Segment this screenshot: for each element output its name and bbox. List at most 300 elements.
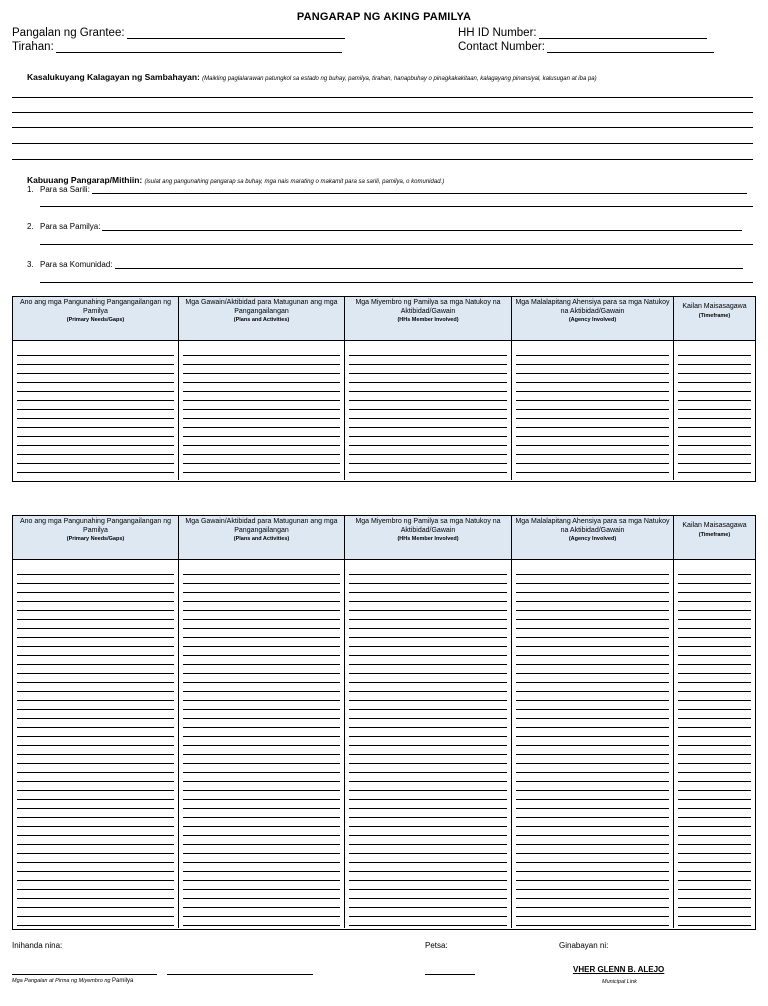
entry-line[interactable] — [183, 575, 340, 584]
entry-line[interactable] — [183, 827, 340, 836]
entry-line[interactable] — [678, 917, 751, 926]
entry-line[interactable] — [17, 419, 174, 428]
entry-line[interactable] — [349, 428, 507, 437]
entry-line[interactable] — [516, 629, 669, 638]
entry-line[interactable] — [183, 638, 340, 647]
entry-line[interactable] — [678, 611, 751, 620]
entry-line[interactable] — [678, 908, 751, 917]
entry-line[interactable] — [183, 710, 340, 719]
entry-line[interactable] — [678, 365, 751, 374]
entry-line[interactable] — [516, 818, 669, 827]
entry-line[interactable] — [349, 908, 507, 917]
entry-line[interactable] — [516, 899, 669, 908]
entry-line[interactable] — [516, 383, 669, 392]
entry-line[interactable] — [349, 701, 507, 710]
entry-line[interactable] — [183, 566, 340, 575]
entry-line[interactable] — [349, 584, 507, 593]
entry-line[interactable] — [17, 917, 174, 926]
entry-line[interactable] — [17, 674, 174, 683]
entry-line[interactable] — [349, 773, 507, 782]
entry-line[interactable] — [17, 584, 174, 593]
entry-line[interactable] — [183, 791, 340, 800]
entry-line[interactable] — [678, 401, 751, 410]
entry-line[interactable] — [516, 356, 669, 365]
entry-line[interactable] — [17, 809, 174, 818]
entry-line[interactable] — [678, 755, 751, 764]
entry-line[interactable] — [349, 446, 507, 455]
entry-line[interactable] — [516, 737, 669, 746]
entry-line[interactable] — [516, 854, 669, 863]
entry-line[interactable] — [183, 656, 340, 665]
entry-line[interactable] — [678, 620, 751, 629]
table-column-cell[interactable] — [512, 341, 674, 480]
entry-line[interactable] — [349, 755, 507, 764]
entry-line[interactable] — [17, 710, 174, 719]
entry-line[interactable] — [678, 428, 751, 437]
entry-line[interactable] — [516, 647, 669, 656]
entry-line[interactable] — [516, 365, 669, 374]
entry-line[interactable] — [516, 374, 669, 383]
entry-line[interactable] — [678, 647, 751, 656]
entry-line[interactable] — [678, 827, 751, 836]
entry-line[interactable] — [17, 638, 174, 647]
entry-line[interactable] — [17, 647, 174, 656]
entry-line[interactable] — [678, 383, 751, 392]
entry-line[interactable] — [17, 845, 174, 854]
entry-line[interactable] — [516, 602, 669, 611]
entry-line[interactable] — [516, 701, 669, 710]
table-column-cell[interactable] — [179, 560, 345, 928]
entry-line[interactable] — [183, 692, 340, 701]
entry-line[interactable] — [349, 401, 507, 410]
entry-line[interactable] — [349, 656, 507, 665]
entry-line[interactable] — [349, 890, 507, 899]
entry-line[interactable] — [516, 347, 669, 356]
entry-line[interactable] — [17, 746, 174, 755]
entry-line[interactable] — [678, 881, 751, 890]
entry-line[interactable] — [349, 917, 507, 926]
table-column-cell[interactable] — [13, 560, 179, 928]
entry-line[interactable] — [183, 917, 340, 926]
entry-line[interactable] — [183, 374, 340, 383]
entry-line[interactable] — [17, 566, 174, 575]
entry-line[interactable] — [17, 836, 174, 845]
table-column-cell[interactable] — [674, 341, 755, 480]
entry-line[interactable] — [183, 737, 340, 746]
entry-line[interactable] — [349, 410, 507, 419]
entry-line[interactable] — [516, 800, 669, 809]
entry-line[interactable] — [516, 890, 669, 899]
entry-line[interactable] — [349, 791, 507, 800]
entry-line[interactable] — [183, 719, 340, 728]
entry-line[interactable] — [678, 584, 751, 593]
entry-line[interactable] — [349, 566, 507, 575]
entry-line[interactable] — [349, 602, 507, 611]
entry-line[interactable] — [678, 737, 751, 746]
grantee-input-line[interactable] — [127, 28, 345, 39]
goal-continuation-line[interactable] — [40, 206, 753, 207]
entry-line[interactable] — [17, 773, 174, 782]
member-signature-line[interactable] — [12, 974, 157, 975]
entry-line[interactable] — [183, 674, 340, 683]
entry-line[interactable] — [678, 566, 751, 575]
entry-line[interactable] — [17, 437, 174, 446]
entry-line[interactable] — [678, 419, 751, 428]
entry-line[interactable] — [516, 863, 669, 872]
entry-line[interactable] — [17, 782, 174, 791]
entry-line[interactable] — [17, 701, 174, 710]
entry-line[interactable] — [183, 620, 340, 629]
entry-line[interactable] — [516, 584, 669, 593]
entry-line[interactable] — [678, 890, 751, 899]
grantee-field[interactable] — [12, 27, 345, 39]
goal-input-line[interactable] — [102, 222, 742, 231]
entry-line[interactable] — [678, 593, 751, 602]
entry-line[interactable] — [678, 719, 751, 728]
entry-line[interactable] — [17, 908, 174, 917]
entry-line[interactable] — [678, 791, 751, 800]
entry-line[interactable] — [516, 611, 669, 620]
entry-line[interactable] — [516, 419, 669, 428]
entry-line[interactable] — [516, 836, 669, 845]
entry-line[interactable] — [17, 665, 174, 674]
entry-line[interactable] — [17, 683, 174, 692]
entry-line[interactable] — [678, 437, 751, 446]
situation-line[interactable] — [12, 143, 753, 144]
entry-line[interactable] — [516, 917, 669, 926]
hh-id-field[interactable] — [458, 27, 707, 39]
entry-line[interactable] — [183, 611, 340, 620]
entry-line[interactable] — [349, 881, 507, 890]
entry-line[interactable] — [678, 863, 751, 872]
situation-line[interactable] — [12, 127, 753, 128]
entry-line[interactable] — [516, 809, 669, 818]
entry-line[interactable] — [678, 782, 751, 791]
entry-line[interactable] — [516, 845, 669, 854]
entry-line[interactable] — [516, 401, 669, 410]
entry-line[interactable] — [516, 392, 669, 401]
hh-id-input-line[interactable] — [539, 28, 707, 39]
entry-line[interactable] — [678, 818, 751, 827]
entry-line[interactable] — [678, 809, 751, 818]
entry-line[interactable] — [183, 584, 340, 593]
entry-line[interactable] — [516, 683, 669, 692]
entry-line[interactable] — [349, 764, 507, 773]
address-input-line[interactable] — [56, 42, 342, 53]
entry-line[interactable] — [183, 764, 340, 773]
entry-line[interactable] — [678, 347, 751, 356]
entry-line[interactable] — [349, 455, 507, 464]
goal-family[interactable] — [27, 222, 742, 231]
entry-line[interactable] — [516, 881, 669, 890]
entry-line[interactable] — [17, 428, 174, 437]
entry-line[interactable] — [183, 593, 340, 602]
situation-line[interactable] — [12, 97, 753, 98]
entry-line[interactable] — [183, 419, 340, 428]
entry-line[interactable] — [678, 356, 751, 365]
entry-line[interactable] — [516, 665, 669, 674]
entry-line[interactable] — [349, 464, 507, 473]
entry-line[interactable] — [183, 818, 340, 827]
entry-line[interactable] — [17, 890, 174, 899]
entry-line[interactable] — [17, 800, 174, 809]
contact-field[interactable] — [458, 41, 714, 53]
entry-line[interactable] — [183, 446, 340, 455]
table-column-cell[interactable] — [345, 341, 512, 480]
entry-line[interactable] — [17, 629, 174, 638]
entry-line[interactable] — [183, 863, 340, 872]
entry-line[interactable] — [17, 791, 174, 800]
entry-line[interactable] — [349, 374, 507, 383]
entry-line[interactable] — [183, 854, 340, 863]
entry-line[interactable] — [516, 827, 669, 836]
entry-line[interactable] — [17, 455, 174, 464]
entry-line[interactable] — [183, 665, 340, 674]
entry-line[interactable] — [349, 437, 507, 446]
entry-line[interactable] — [183, 836, 340, 845]
entry-line[interactable] — [678, 845, 751, 854]
entry-line[interactable] — [183, 437, 340, 446]
entry-line[interactable] — [678, 665, 751, 674]
entry-line[interactable] — [678, 683, 751, 692]
member-signature-line[interactable] — [167, 974, 313, 975]
entry-line[interactable] — [678, 410, 751, 419]
entry-line[interactable] — [183, 347, 340, 356]
entry-line[interactable] — [349, 620, 507, 629]
goal-input-line[interactable] — [115, 260, 743, 269]
entry-line[interactable] — [349, 665, 507, 674]
entry-line[interactable] — [678, 899, 751, 908]
entry-line[interactable] — [183, 401, 340, 410]
entry-line[interactable] — [516, 638, 669, 647]
entry-line[interactable] — [516, 593, 669, 602]
entry-line[interactable] — [17, 863, 174, 872]
entry-line[interactable] — [183, 890, 340, 899]
entry-line[interactable] — [678, 446, 751, 455]
goal-self[interactable] — [27, 185, 747, 194]
entry-line[interactable] — [17, 611, 174, 620]
contact-input-line[interactable] — [547, 42, 714, 53]
entry-line[interactable] — [17, 692, 174, 701]
situation-line[interactable] — [12, 159, 753, 160]
entry-line[interactable] — [516, 566, 669, 575]
entry-line[interactable] — [183, 845, 340, 854]
entry-line[interactable] — [17, 881, 174, 890]
entry-line[interactable] — [183, 356, 340, 365]
entry-line[interactable] — [678, 674, 751, 683]
entry-line[interactable] — [349, 809, 507, 818]
entry-line[interactable] — [516, 446, 669, 455]
entry-line[interactable] — [516, 791, 669, 800]
entry-line[interactable] — [349, 710, 507, 719]
entry-line[interactable] — [17, 401, 174, 410]
entry-line[interactable] — [183, 872, 340, 881]
goal-input-line[interactable] — [92, 185, 747, 194]
entry-line[interactable] — [183, 647, 340, 656]
entry-line[interactable] — [349, 638, 507, 647]
goal-continuation-line[interactable] — [40, 244, 753, 245]
entry-line[interactable] — [516, 728, 669, 737]
entry-line[interactable] — [183, 809, 340, 818]
entry-line[interactable] — [678, 710, 751, 719]
entry-line[interactable] — [17, 737, 174, 746]
entry-line[interactable] — [349, 629, 507, 638]
entry-line[interactable] — [183, 728, 340, 737]
entry-line[interactable] — [516, 755, 669, 764]
entry-line[interactable] — [678, 575, 751, 584]
entry-line[interactable] — [349, 728, 507, 737]
entry-line[interactable] — [678, 764, 751, 773]
entry-line[interactable] — [516, 773, 669, 782]
entry-line[interactable] — [678, 455, 751, 464]
entry-line[interactable] — [183, 773, 340, 782]
entry-line[interactable] — [678, 701, 751, 710]
entry-line[interactable] — [17, 764, 174, 773]
entry-line[interactable] — [678, 602, 751, 611]
entry-line[interactable] — [183, 383, 340, 392]
entry-line[interactable] — [349, 383, 507, 392]
entry-line[interactable] — [349, 746, 507, 755]
entry-line[interactable] — [678, 392, 751, 401]
table-column-cell[interactable] — [13, 341, 179, 480]
entry-line[interactable] — [183, 701, 340, 710]
entry-line[interactable] — [516, 620, 669, 629]
entry-line[interactable] — [516, 872, 669, 881]
entry-line[interactable] — [183, 455, 340, 464]
entry-line[interactable] — [183, 410, 340, 419]
entry-line[interactable] — [349, 719, 507, 728]
goal-community[interactable] — [27, 260, 743, 269]
entry-line[interactable] — [349, 647, 507, 656]
situation-line[interactable] — [12, 112, 753, 113]
table-column-cell[interactable] — [179, 341, 345, 480]
entry-line[interactable] — [183, 782, 340, 791]
entry-line[interactable] — [17, 356, 174, 365]
entry-line[interactable] — [349, 392, 507, 401]
entry-line[interactable] — [678, 854, 751, 863]
entry-line[interactable] — [678, 728, 751, 737]
entry-line[interactable] — [17, 818, 174, 827]
entry-line[interactable] — [17, 347, 174, 356]
date-input-line[interactable] — [425, 974, 475, 975]
entry-line[interactable] — [678, 464, 751, 473]
goal-continuation-line[interactable] — [40, 282, 753, 283]
entry-line[interactable] — [183, 365, 340, 374]
entry-line[interactable] — [17, 755, 174, 764]
entry-line[interactable] — [349, 419, 507, 428]
entry-line[interactable] — [349, 782, 507, 791]
entry-line[interactable] — [516, 464, 669, 473]
entry-line[interactable] — [349, 683, 507, 692]
entry-line[interactable] — [516, 764, 669, 773]
entry-line[interactable] — [516, 455, 669, 464]
entry-line[interactable] — [17, 464, 174, 473]
entry-line[interactable] — [17, 620, 174, 629]
address-field[interactable] — [12, 41, 342, 53]
entry-line[interactable] — [516, 746, 669, 755]
entry-line[interactable] — [349, 899, 507, 908]
entry-line[interactable] — [17, 374, 174, 383]
entry-line[interactable] — [183, 464, 340, 473]
entry-line[interactable] — [17, 575, 174, 584]
entry-line[interactable] — [17, 410, 174, 419]
entry-line[interactable] — [678, 638, 751, 647]
entry-line[interactable] — [349, 593, 507, 602]
entry-line[interactable] — [516, 575, 669, 584]
entry-line[interactable] — [183, 755, 340, 764]
table-column-cell[interactable] — [345, 560, 512, 928]
entry-line[interactable] — [516, 674, 669, 683]
entry-line[interactable] — [516, 656, 669, 665]
table-column-cell[interactable] — [512, 560, 674, 928]
entry-line[interactable] — [183, 800, 340, 809]
entry-line[interactable] — [17, 872, 174, 881]
entry-line[interactable] — [17, 593, 174, 602]
entry-line[interactable] — [17, 392, 174, 401]
entry-line[interactable] — [349, 872, 507, 881]
entry-line[interactable] — [17, 827, 174, 836]
entry-line[interactable] — [349, 800, 507, 809]
entry-line[interactable] — [183, 392, 340, 401]
entry-line[interactable] — [349, 737, 507, 746]
entry-line[interactable] — [183, 899, 340, 908]
entry-line[interactable] — [678, 374, 751, 383]
entry-line[interactable] — [17, 383, 174, 392]
entry-line[interactable] — [183, 746, 340, 755]
entry-line[interactable] — [516, 719, 669, 728]
entry-line[interactable] — [678, 872, 751, 881]
entry-line[interactable] — [678, 836, 751, 845]
entry-line[interactable] — [349, 692, 507, 701]
entry-line[interactable] — [349, 365, 507, 374]
entry-line[interactable] — [17, 854, 174, 863]
entry-line[interactable] — [516, 710, 669, 719]
entry-line[interactable] — [349, 611, 507, 620]
entry-line[interactable] — [678, 656, 751, 665]
entry-line[interactable] — [183, 428, 340, 437]
entry-line[interactable] — [349, 575, 507, 584]
entry-line[interactable] — [678, 746, 751, 755]
entry-line[interactable] — [349, 347, 507, 356]
entry-line[interactable] — [183, 629, 340, 638]
entry-line[interactable] — [516, 908, 669, 917]
entry-line[interactable] — [183, 602, 340, 611]
entry-line[interactable] — [349, 863, 507, 872]
entry-line[interactable] — [17, 365, 174, 374]
entry-line[interactable] — [678, 773, 751, 782]
entry-line[interactable] — [17, 656, 174, 665]
entry-line[interactable] — [516, 410, 669, 419]
entry-line[interactable] — [349, 854, 507, 863]
entry-line[interactable] — [349, 827, 507, 836]
entry-line[interactable] — [183, 881, 340, 890]
entry-line[interactable] — [183, 683, 340, 692]
table-column-cell[interactable] — [674, 560, 755, 928]
entry-line[interactable] — [678, 692, 751, 701]
entry-line[interactable] — [678, 629, 751, 638]
entry-line[interactable] — [17, 719, 174, 728]
entry-line[interactable] — [17, 899, 174, 908]
entry-line[interactable] — [516, 692, 669, 701]
entry-line[interactable] — [17, 728, 174, 737]
entry-line[interactable] — [349, 674, 507, 683]
entry-line[interactable] — [516, 782, 669, 791]
entry-line[interactable] — [516, 428, 669, 437]
entry-line[interactable] — [516, 437, 669, 446]
entry-line[interactable] — [349, 818, 507, 827]
entry-line[interactable] — [349, 836, 507, 845]
entry-line[interactable] — [349, 845, 507, 854]
